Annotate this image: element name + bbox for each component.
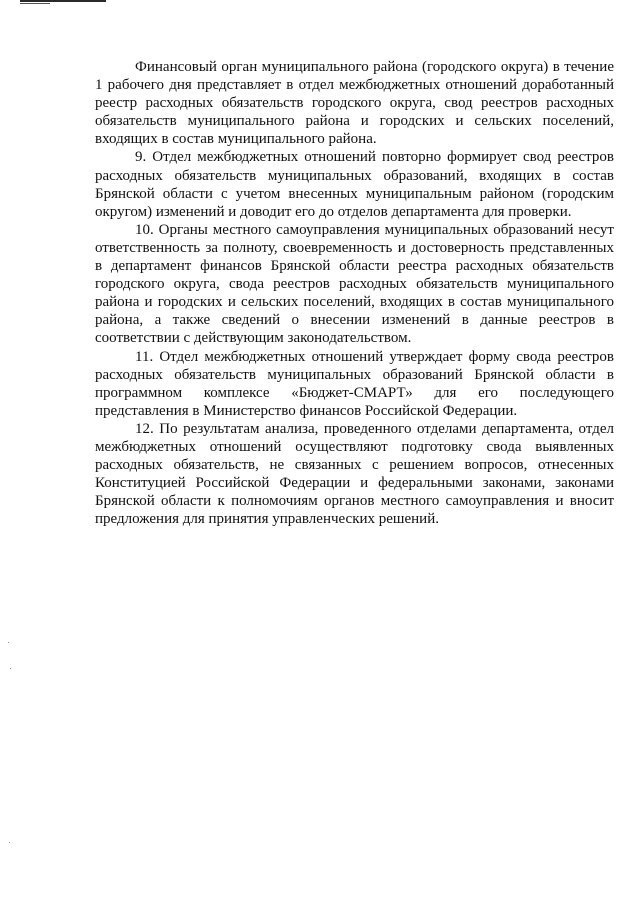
paragraph-item-12: 12. По результатам анализа, проведенного отделами департамента, отдел межбюджетных отношений осуществляют подготовку свода выявленных расходных обязательств, не связанных с решением вопросов, отнесенных Конституцией Российской Федерации и федеральными законами, законами Брянской области к полномочиям органов местного самоуправления и вносит предложения для принятия управленческих решений. bbox=[95, 420, 614, 528]
document-body bbox=[95, 58, 614, 528]
scan-speck bbox=[8, 642, 9, 643]
paragraph-item-11: 11. Отдел межбюджетных отношений утверждает форму свода реестров расходных обязательств муниципальных образований Брянской области в программном комплексе «Бюджет-СМАРТ» для его последующего представления в Министерство финансов Российской Федерации. bbox=[95, 348, 614, 419]
paragraph-item-9: 9. Отдел межбюджетных отношений повторно формирует свод реестров расходных обязательств муниципальных образований, входящих в состав Брянской области с учетом внесенных муниципальным районом (городским округом) изменений и доводит его до отделов департамента для проверки. bbox=[95, 149, 614, 220]
scan-edge-mark bbox=[20, 0, 106, 2]
scan-edge-mark-secondary bbox=[20, 3, 50, 4]
paragraph-financial-body: Финансовый орган муниципального района (городского округа) в течение 1 рабочего дня представляет в отдел межбюджетных отношений доработанный реестр расходных обязательств городского округа, свод реестров расходных обязательств муниципального района и городских и сельских поселений, входящих в состав муниципального района. bbox=[95, 59, 614, 148]
paragraph-item-10: 10. Органы местного самоуправления муниципальных образований несут ответственность за полноту, своевременность и достоверность представленных в департамент финансов Брянской области реестра расходных обязательств городского округа, свода реестров расходных обязательств муниципального района и городских и сельских поселений, входящих в состав муниципального района, а также сведений о внесении изменений в данные реестров в соответствии с действующим законодательством. bbox=[95, 221, 614, 347]
scan-speck bbox=[9, 842, 10, 843]
scan-speck bbox=[10, 668, 11, 669]
